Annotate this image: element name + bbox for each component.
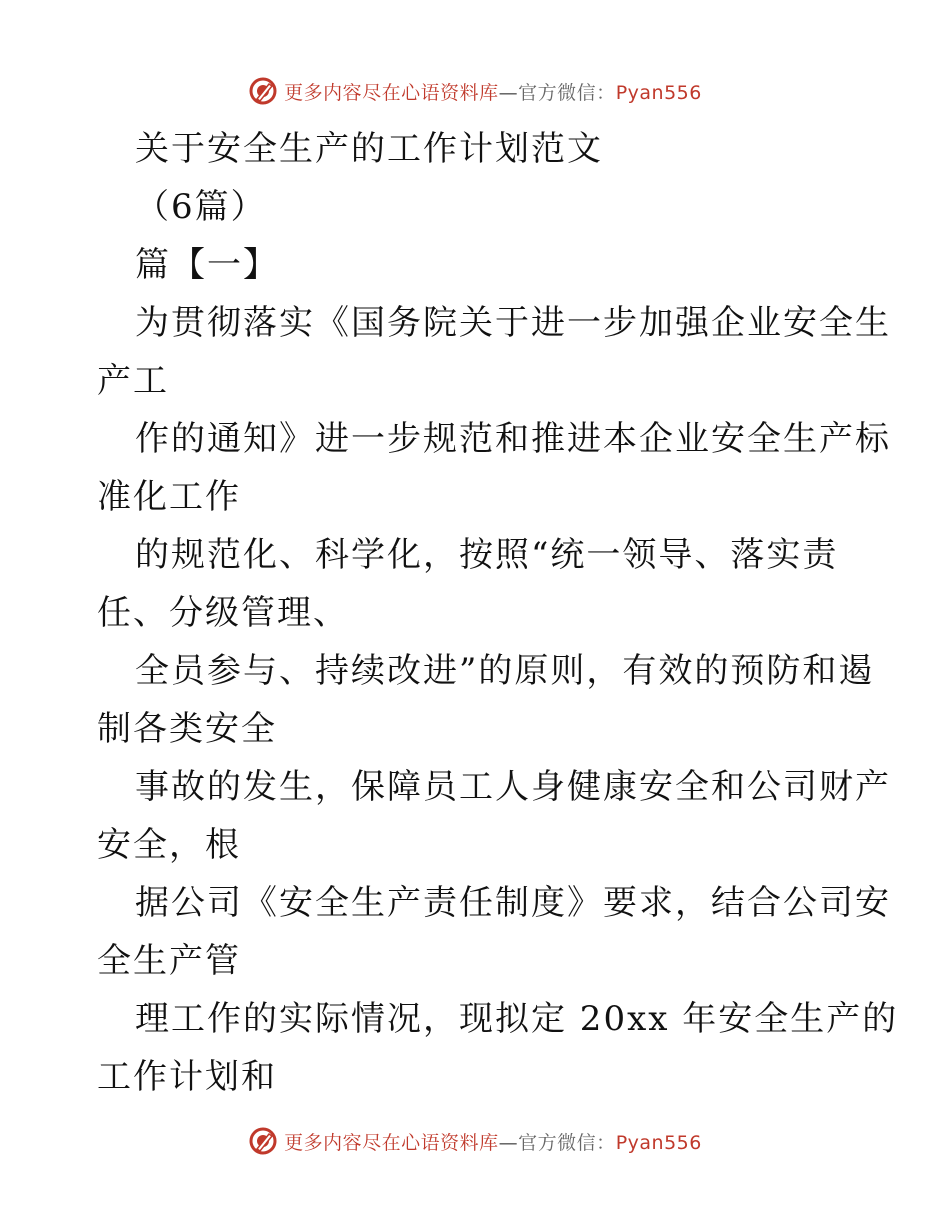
banner-main-text: 更多内容尽在心语资料库 (284, 1131, 499, 1154)
paragraph-line: 任、分级管理、 (97, 593, 349, 633)
pen-logo-icon (248, 1126, 278, 1156)
banner-wechat-id: Pyan556 (615, 81, 702, 104)
document-body (97, 120, 899, 1106)
paragraph-line: 全员参与、持续改进”的原则，有效的预防和遏 (135, 651, 875, 691)
header-banner (0, 71, 950, 111)
banner-label: 官方微信： (518, 1131, 616, 1154)
footer-banner (0, 1121, 950, 1161)
banner-main-text: 更多内容尽在心语资料库 (284, 81, 499, 104)
banner-wechat-id: Pyan556 (615, 1131, 702, 1154)
banner-dash: — (498, 1131, 519, 1154)
banner-text (284, 1128, 702, 1155)
banner-text (284, 78, 702, 105)
paragraph-line: 产工 (97, 361, 169, 401)
paragraph-line: 制各类安全 (97, 709, 277, 749)
paragraph-line: 工作计划和 (97, 1057, 277, 1097)
paragraph-line: 安全，根 (97, 825, 241, 865)
paragraph-line: 的规范化、科学化，按照“统一领导、落实责 (135, 535, 839, 575)
paragraph-line: 事故的发生，保障员工人身健康安全和公司财产 (135, 767, 891, 807)
paragraph-line: 为贯彻落实《国务院关于进一步加强企业安全生 (135, 303, 891, 343)
paragraph-line: 理工作的实际情况，现拟定 20xx 年安全生产的 (135, 999, 899, 1039)
paragraph-line: 作的通知》进一步规范和推进本企业安全生产标 (135, 419, 891, 459)
banner-label: 官方微信： (518, 81, 616, 104)
paragraph-line: 准化工作 (97, 477, 241, 517)
document-subtitle: （6篇） (135, 187, 267, 227)
paragraph-line: 全生产管 (97, 941, 241, 981)
paragraph-line: 据公司《安全生产责任制度》要求，结合公司安 (135, 883, 891, 923)
section-heading: 篇【一】 (135, 245, 279, 285)
document-title: 关于安全生产的工作计划范文 (135, 129, 603, 169)
pen-logo-icon (248, 76, 278, 106)
banner-dash: — (498, 81, 519, 104)
